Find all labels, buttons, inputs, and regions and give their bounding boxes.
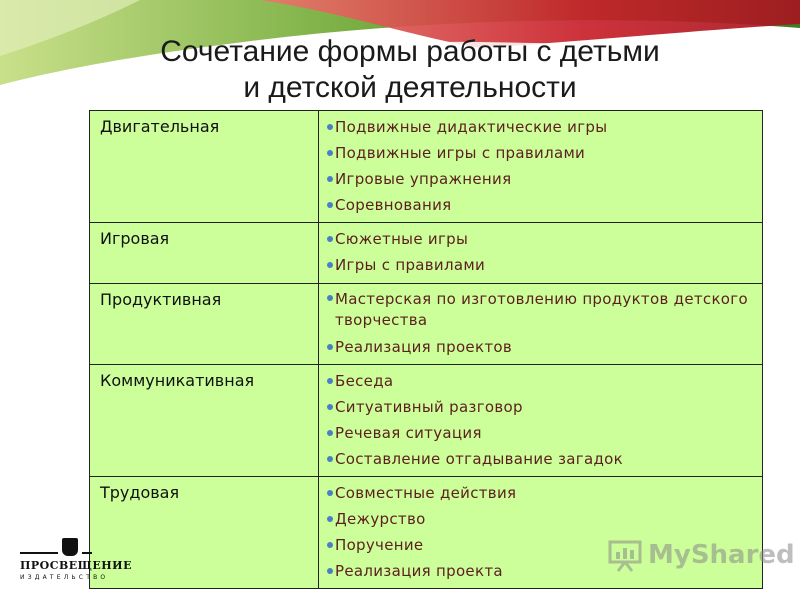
items-cell xyxy=(319,365,763,477)
list-item: Реализация проекта xyxy=(325,558,754,584)
items-list xyxy=(325,226,754,278)
items-cell xyxy=(319,223,763,284)
category-cell: Коммуникативная xyxy=(90,365,319,477)
presentation-board-icon xyxy=(608,540,642,572)
list-item: Поручение xyxy=(325,532,754,558)
list-item: Соревнования xyxy=(325,192,754,218)
list-item: Составление отгадывание загадок xyxy=(325,446,754,472)
logo-divider-left xyxy=(20,552,58,554)
category-cell: Игровая xyxy=(90,223,319,284)
category-cell: Продуктивная xyxy=(90,284,319,365)
logo-name: ПРОСВЕЩЕНИЕ xyxy=(20,559,132,572)
slide-title xyxy=(0,34,800,106)
list-item: Игровые упражнения xyxy=(325,166,754,192)
publisher-logo xyxy=(20,538,130,588)
list-item: Реализация проектов xyxy=(325,334,754,360)
list-item: Сюжетные игры xyxy=(325,226,754,252)
publisher-emblem-icon xyxy=(62,538,78,556)
slide-title-line1: Сочетание формы работы с детьми xyxy=(160,35,660,68)
list-item: Подвижные игры с правилами xyxy=(325,140,754,166)
category-cell: Двигательная xyxy=(90,111,319,223)
table-row xyxy=(90,111,763,223)
logo-divider-right xyxy=(82,552,92,554)
table-row xyxy=(90,365,763,477)
list-item: Подвижные дидактические игры xyxy=(325,114,754,140)
list-item: Совместные действия xyxy=(325,480,754,506)
list-item: Дежурство xyxy=(325,506,754,532)
watermark-text: MyShared xyxy=(648,540,795,570)
items-cell xyxy=(319,284,763,365)
items-list xyxy=(325,114,754,218)
table-row xyxy=(90,223,763,284)
list-item: Ситуативный разговор xyxy=(325,394,754,420)
list-item: Речевая ситуация xyxy=(325,420,754,446)
watermark xyxy=(606,538,795,574)
items-cell xyxy=(319,111,763,223)
slide-title-line2: и детской деятельности xyxy=(243,71,577,104)
list-item: Мастерская по изготовлению продуктов детского творчества xyxy=(325,287,754,334)
list-item: Беседа xyxy=(325,368,754,394)
table-row xyxy=(90,284,763,365)
logo-subtitle: ИЗДАТЕЛЬСТВО xyxy=(20,574,109,581)
items-list xyxy=(325,368,754,472)
category-cell: Трудовая xyxy=(90,477,319,589)
activity-table xyxy=(89,110,763,589)
list-item: Игры с правилами xyxy=(325,252,754,278)
items-list xyxy=(325,287,754,360)
